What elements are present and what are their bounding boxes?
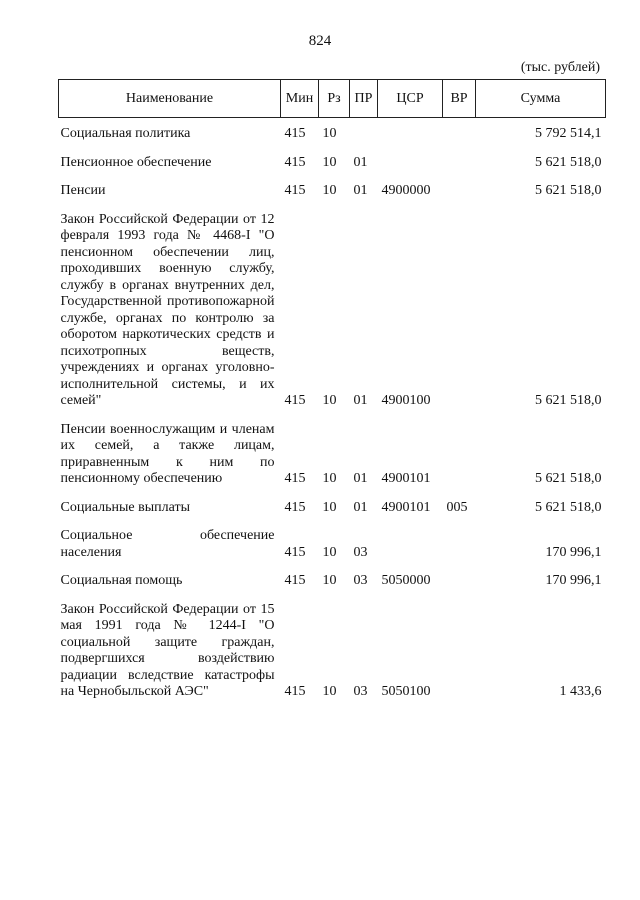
row-rz: 10 — [322, 183, 337, 198]
row-rz: 10 — [322, 126, 337, 141]
table-row — [59, 488, 606, 517]
table-row — [59, 126, 606, 143]
row-vr — [443, 590, 476, 701]
row-pr: 03 — [353, 684, 368, 699]
row-rz: 10 — [322, 684, 337, 699]
row-csr — [378, 516, 443, 561]
row-pr: 01 — [353, 471, 368, 486]
row-min: 415 — [284, 183, 306, 198]
row-sum: 5 621 518,0 — [535, 154, 602, 170]
column-header-name: Наименование — [59, 80, 281, 118]
row-vr: 005 — [446, 499, 468, 515]
row-name: Социальная помощь — [60, 573, 183, 588]
table-row — [59, 590, 606, 701]
row-pr — [350, 126, 378, 143]
row-csr: 5050100 — [381, 684, 431, 699]
row-min: 415 — [284, 544, 306, 560]
column-header-rz: Рз — [319, 80, 350, 118]
row-sum: 5 621 518,0 — [535, 471, 602, 486]
budget-table — [58, 79, 606, 701]
row-vr — [443, 171, 476, 200]
row-min: 415 — [284, 393, 306, 408]
table-row — [59, 410, 606, 488]
row-min: 415 — [284, 126, 306, 141]
row-sum: 170 996,1 — [545, 544, 602, 560]
row-vr — [443, 143, 476, 172]
row-vr — [443, 410, 476, 488]
table-header — [59, 80, 606, 118]
row-sum: 5 621 518,0 — [535, 183, 602, 198]
row-pr: 01 — [353, 393, 368, 408]
row-pr: 03 — [353, 544, 368, 560]
row-sum: 5 621 518,0 — [535, 393, 602, 408]
row-pr: 01 — [353, 154, 368, 170]
row-vr — [443, 516, 476, 561]
table-row — [59, 561, 606, 590]
row-name: Закон Российской Федерации от 12 февраля 1993 года № 4468-I "О пенсионном обеспечении лиц, проходивших военную службу, службу в органах внутренних дел, Государственной противопожарной службе, органах по контролю за оборотом наркотических средств и психотропных веществ, учреждениях и органах уголовно-исполнительной системы, и их семей" — [60, 211, 275, 408]
table-row — [59, 143, 606, 172]
row-min: 415 — [284, 499, 306, 515]
row-csr: 4900101 — [381, 471, 431, 486]
row-csr: 4900100 — [381, 393, 431, 408]
row-min: 415 — [284, 154, 306, 170]
row-csr — [378, 126, 443, 143]
row-rz: 10 — [322, 393, 337, 408]
row-csr — [378, 143, 443, 172]
table-row — [59, 200, 606, 410]
row-vr — [443, 561, 476, 590]
row-name: Социальная политика — [60, 126, 191, 141]
row-pr: 01 — [353, 183, 368, 198]
row-name: Пенсии — [60, 183, 106, 198]
row-sum: 5 621 518,0 — [535, 499, 602, 515]
page-number: 824 — [308, 33, 332, 49]
row-sum: 170 996,1 — [545, 573, 602, 588]
column-header-pr: ПР — [350, 80, 378, 118]
row-pr: 01 — [353, 499, 368, 515]
row-vr — [443, 200, 476, 410]
row-sum: 5 792 514,1 — [535, 126, 602, 141]
column-header-csr: ЦСР — [378, 80, 443, 118]
row-min: 415 — [284, 471, 306, 486]
row-rz: 10 — [322, 471, 337, 486]
row-csr: 4900000 — [381, 183, 431, 198]
row-rz: 10 — [322, 154, 337, 170]
row-csr: 4900101 — [381, 499, 431, 515]
row-csr: 5050000 — [381, 573, 431, 588]
table-body — [59, 118, 606, 701]
table-row — [59, 171, 606, 200]
row-name: Пенсии военнослужащим и членам их семей, а также лицам, приравненным к ним по пенсионному обеспечению — [60, 421, 275, 486]
row-min: 415 — [284, 684, 306, 699]
column-header-vr: ВР — [443, 80, 476, 118]
row-name: Социальные выплаты — [60, 499, 191, 515]
row-name: Социальное обеспечение населения — [60, 528, 275, 560]
row-pr: 03 — [353, 573, 368, 588]
row-sum: 1 433,6 — [559, 684, 602, 699]
column-header-min: Мин — [281, 80, 319, 118]
row-vr — [443, 126, 476, 143]
column-header-sum: Сумма — [476, 80, 606, 118]
table-row — [59, 516, 606, 561]
row-name: Закон Российской Федерации от 15 мая 1991 года № 1244-I "О социальной защите граждан, подвергшихся воздействию радиации вследствие катастрофы на Чернобыльской АЭС" — [60, 601, 275, 699]
row-rz: 10 — [322, 573, 337, 588]
units-label: (тыс. рублей) — [520, 60, 600, 75]
row-name: Пенсионное обеспечение — [60, 154, 212, 170]
row-rz: 10 — [322, 499, 337, 515]
row-rz: 10 — [322, 544, 337, 560]
row-min: 415 — [284, 573, 306, 588]
